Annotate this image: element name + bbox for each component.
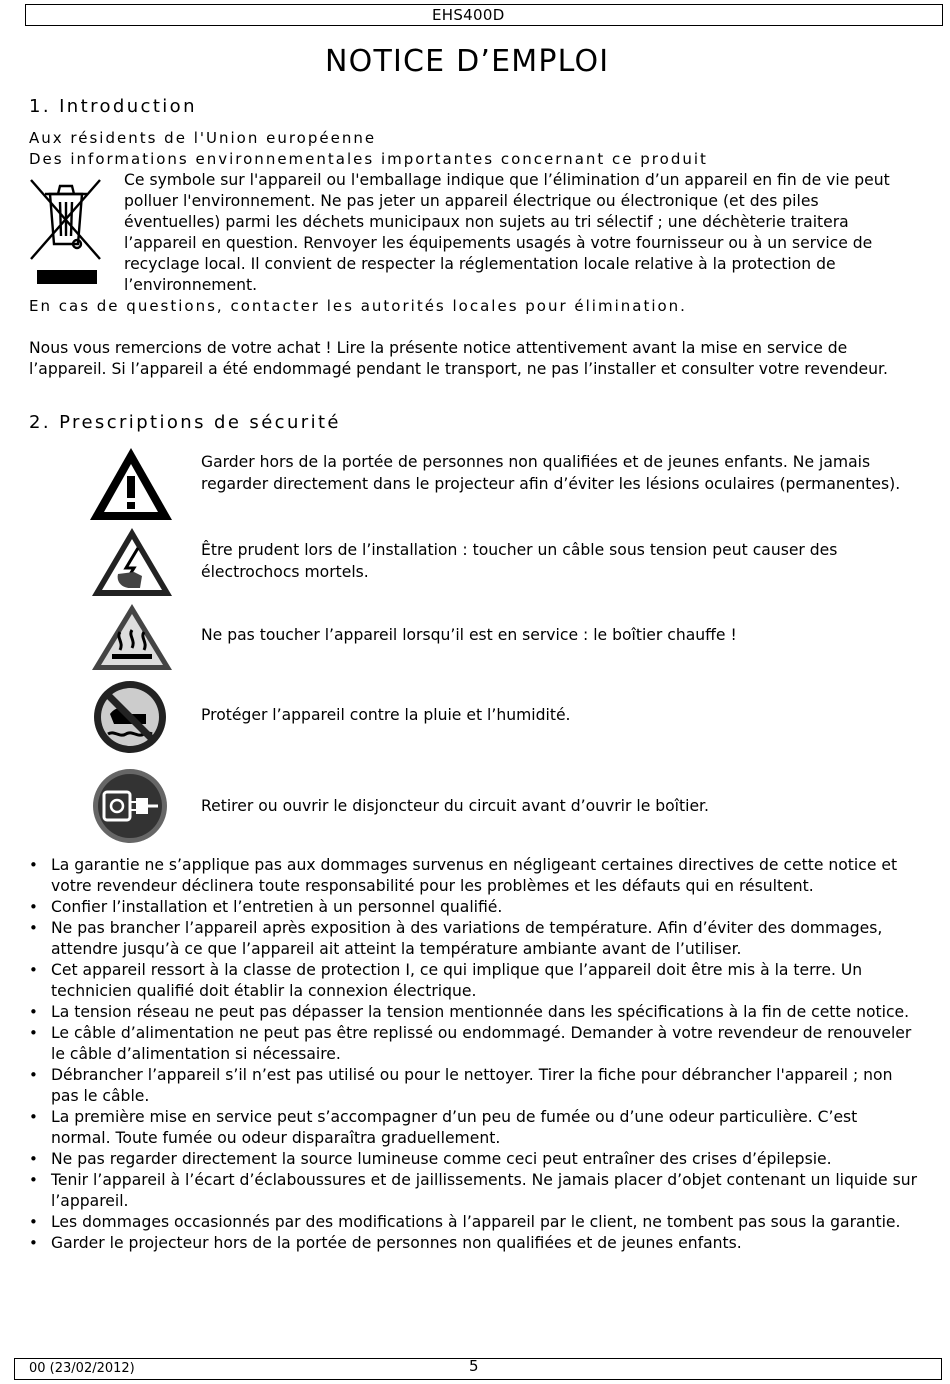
- list-item-text: Garder le projecteur hors de la portée de personnes non qualifiées et de jeunes enfants.: [51, 1234, 742, 1252]
- list-item-text: Tenir l’appareil à l’écart d’éclaboussures et de jaillissements. Ne jamais placer d’objet contenant un liquide sur l’appareil.: [51, 1171, 917, 1210]
- list-item-text: Ne pas brancher l’appareil après exposition à des variations de température. Afin d’éviter des dommages, attendre jusqu’à ce que l’appareil ait atteint la température ambiante avant de l’utiliser.: [51, 919, 883, 958]
- list-item-text: Le câble d’alimentation ne peut pas être replissé ou endommagé. Demander à votre revendeur de renouveler le câble d’alimentation si nécessaire.: [51, 1024, 912, 1063]
- model-number: EHS400D: [432, 6, 505, 24]
- list-item-text: Ne pas regarder directement la source lumineuse comme ceci peut entraîner des crises d’épilepsie.: [51, 1150, 832, 1168]
- warning-text-water: Protéger l’appareil contre la pluie et l’humidité.: [201, 706, 571, 724]
- electric-shock-warning-icon: [90, 526, 174, 598]
- list-item: [29, 1212, 917, 1233]
- warning-text-hot: Ne pas toucher l’appareil lorsqu’il est en service : le boîtier chauffe !: [201, 626, 737, 644]
- list-item: [29, 1170, 917, 1212]
- audience-line: Aux résidents de l'Union européenne: [29, 129, 377, 147]
- bullet: •: [29, 856, 38, 874]
- bullet: •: [29, 1213, 38, 1231]
- list-item: [29, 897, 917, 918]
- list-item: [29, 855, 917, 897]
- section-2-heading: 2. Prescriptions de sécurité: [29, 412, 341, 433]
- bullet: •: [29, 1171, 38, 1189]
- bullet: •: [29, 1003, 38, 1021]
- safety-rules-list: [29, 855, 917, 1254]
- warning-text-unplug: Retirer ou ouvrir le disjoncteur du circuit avant d’ouvrir le boîtier.: [201, 797, 709, 815]
- questions-line: En cas de questions, contacter les autorités locales pour élimination.: [29, 297, 687, 315]
- bullet: •: [29, 961, 38, 979]
- list-item-text: Confier l’installation et l’entretien à un personnel qualifié.: [51, 898, 503, 916]
- bullet: •: [29, 898, 38, 916]
- bullet: •: [29, 1108, 38, 1126]
- bullet: •: [29, 1150, 38, 1168]
- bullet: •: [29, 1066, 38, 1084]
- list-item-text: Débrancher l’appareil s’il n’est pas utilisé ou pour le nettoyer. Tirer la fiche pour débrancher l'appareil ; non pas le câble.: [51, 1066, 893, 1105]
- environment-heading: Des informations environnementales importantes concernant ce produit: [29, 150, 708, 168]
- section-1-heading: 1. Introduction: [29, 96, 197, 117]
- weee-notice-text: Ce symbole sur l'appareil ou l'emballage indique que l’élimination d’un appareil en fin de vie peut polluer l'environnement. Ne pas jeter un appareil électrique ou électronique (et des piles éventuelles) parmi les déchets municipaux non sujets au tri sélectif ; une déchèterie traitera l’appareil en question. Renvoyer les équipements usagés à votre fournisseur ou à un service de recyclage local. Il convient de respecter la réglementation locale relative à la protection de l’environnement.: [124, 171, 890, 294]
- list-item-text: La garantie ne s’applique pas aux dommages survenus en négligeant certaines directives de cette notice et votre revendeur déclinera toute responsabilité pour les problèmes et les défauts qui en résultent.: [51, 856, 898, 895]
- revision-date: 00 (23/02/2012): [29, 1361, 135, 1376]
- bullet: •: [29, 1024, 38, 1042]
- bullet: •: [29, 919, 38, 937]
- unplug-icon: [90, 766, 170, 846]
- document-title: NOTICE D’EMPLOI: [325, 44, 610, 79]
- list-item: [29, 1233, 917, 1254]
- warning-text-electric: Être prudent lors de l’installation : toucher un câble sous tension peut causer des électrochocs mortels.: [201, 541, 838, 581]
- list-item: [29, 918, 917, 960]
- weee-crossed-bin-icon: [28, 174, 104, 290]
- list-item: [29, 1023, 917, 1065]
- thanks-paragraph: Nous vous remercions de votre achat ! Lire la présente notice attentivement avant la mise en service de l’appareil. Si l’appareil a été endommagé pendant le transport, ne pas l’installer et consulter votre revendeur.: [29, 339, 888, 378]
- hot-surface-warning-icon: [90, 602, 174, 672]
- list-item-text: La première mise en service peut s’accompagner d’un peu de fumée ou d’une odeur particulière. C’est normal. Toute fumée ou odeur disparaîtra graduellement.: [51, 1108, 858, 1147]
- list-item: [29, 1002, 917, 1023]
- bullet: •: [29, 1234, 38, 1252]
- general-warning-icon: [86, 444, 176, 524]
- list-item: [29, 1149, 917, 1170]
- list-item-text: Les dommages occasionnés par des modifications à l’appareil par le client, ne tombent pas sous la garantie.: [51, 1213, 901, 1231]
- list-item: [29, 960, 917, 1002]
- list-item: [29, 1065, 917, 1107]
- list-item-text: La tension réseau ne peut pas dépasser la tension mentionnée dans les spécifications à la fin de cette notice.: [51, 1003, 910, 1021]
- list-item: [29, 1107, 917, 1149]
- warning-text-general: Garder hors de la portée de personnes non qualifiées et de jeunes enfants. Ne jamais regarder directement dans le projecteur afin d’éviter les lésions oculaires (permanentes).: [201, 453, 901, 493]
- page-number: 5: [469, 1357, 479, 1375]
- list-item-text: Cet appareil ressort à la classe de protection I, ce qui implique que l’appareil doit être mis à la terre. Un technicien qualifié doit établir la connexion électrique.: [51, 961, 863, 1000]
- no-water-icon: [90, 678, 170, 756]
